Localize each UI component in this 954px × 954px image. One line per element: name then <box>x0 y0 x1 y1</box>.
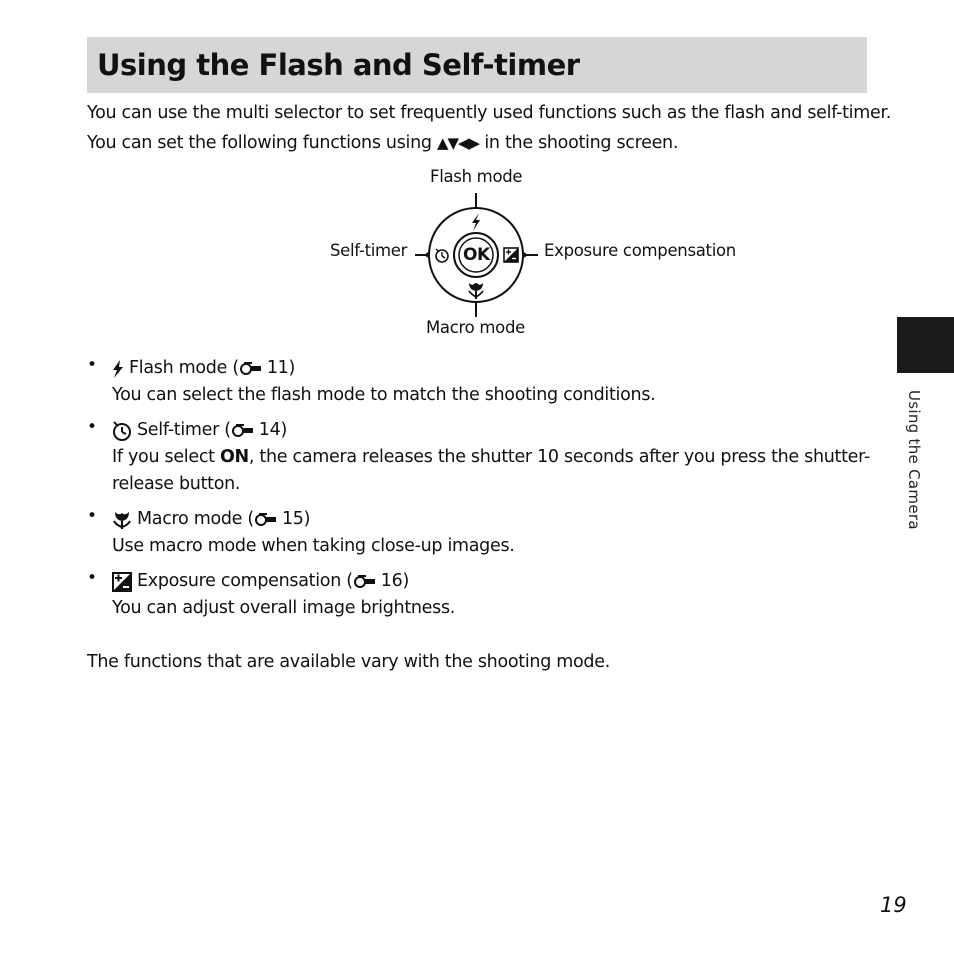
title-bar <box>87 37 867 93</box>
macro-mode-description: Use macro mode when taking close-up images. <box>112 536 515 556</box>
reference-section-icon <box>240 361 262 376</box>
bullet: • <box>87 506 97 526</box>
intro-line-1: You can use the multi selector to set frequently used functions such as the flash and self-timer. <box>87 103 892 123</box>
reference-section-icon <box>354 574 376 589</box>
bullet: • <box>87 417 97 437</box>
macro-mode-title: Macro mode ( <box>137 509 254 529</box>
list-item-flash-mode <box>87 355 887 409</box>
paren: ) <box>280 420 287 440</box>
exposure-compensation-description: You can adjust overall image brightness. <box>112 598 456 618</box>
bullet: • <box>87 568 97 588</box>
list-item-self-timer <box>87 417 887 498</box>
multi-selector-graphic <box>300 160 800 350</box>
macro-mode-ref: 15 <box>281 509 304 529</box>
macro-icon <box>112 510 132 530</box>
intro-line-2-start: You can set the following functions using <box>87 133 437 153</box>
desc-bold-on: ON <box>219 447 249 467</box>
multi-selector-diagram <box>300 160 800 350</box>
self-timer-icon <box>112 421 132 441</box>
chapter-tab-marker <box>897 317 954 373</box>
desc-text: release button. <box>112 474 241 494</box>
paren: ) <box>303 509 311 529</box>
list-item-heading <box>112 506 887 533</box>
list-item-heading <box>112 355 887 382</box>
exposure-compensation-title: Exposure compensation ( <box>137 571 353 591</box>
diagram-label-exposure-compensation: Exposure compensation <box>544 241 736 260</box>
intro-line-2-end: in the shooting screen. <box>479 133 679 153</box>
multi-selector-arrows-icon: ▲▼◀▶ <box>436 134 480 152</box>
flash-mode-ref: 11 <box>266 358 289 378</box>
self-timer-title: Self-timer ( <box>137 420 231 440</box>
flash-mode-description: You can select the flash mode to match the shooting conditions. <box>112 385 656 405</box>
footer-note: The functions that are available vary with the shooting mode. <box>87 652 610 672</box>
flash-mode-title: Flash mode ( <box>129 358 239 378</box>
list-item-macro-mode <box>87 506 887 560</box>
paren: ) <box>288 358 296 378</box>
page-title: Using the Flash and Self-timer <box>97 48 580 82</box>
list-item-heading <box>112 568 887 595</box>
desc-text: If you select <box>112 447 220 467</box>
diagram-label-macro-mode: Macro mode <box>426 318 525 337</box>
exposure-compensation-ref: 16 <box>380 571 403 591</box>
exposure-compensation-icon <box>112 572 132 592</box>
reference-section-icon <box>232 423 254 438</box>
desc-text: , the camera releases the shutter 10 seconds after you press the shutter- <box>248 447 870 467</box>
diagram-label-flash-mode: Flash mode <box>430 167 523 186</box>
chapter-tab-label: Using the Camera <box>905 390 923 530</box>
self-timer-description <box>112 444 887 498</box>
diagram-label-self-timer: Self-timer <box>330 241 408 260</box>
self-timer-ref: 14 <box>258 420 281 440</box>
page-number: 19 <box>880 893 907 917</box>
intro-text <box>87 98 892 158</box>
function-list <box>87 355 887 622</box>
flash-icon <box>112 360 124 378</box>
list-item-heading <box>112 417 887 444</box>
intro-line-2 <box>87 128 887 158</box>
bullet: • <box>87 355 97 375</box>
ok-button-label: OK <box>463 245 490 265</box>
list-item-exposure-compensation <box>87 568 887 622</box>
reference-section-icon <box>255 512 277 527</box>
paren: ) <box>402 571 409 591</box>
